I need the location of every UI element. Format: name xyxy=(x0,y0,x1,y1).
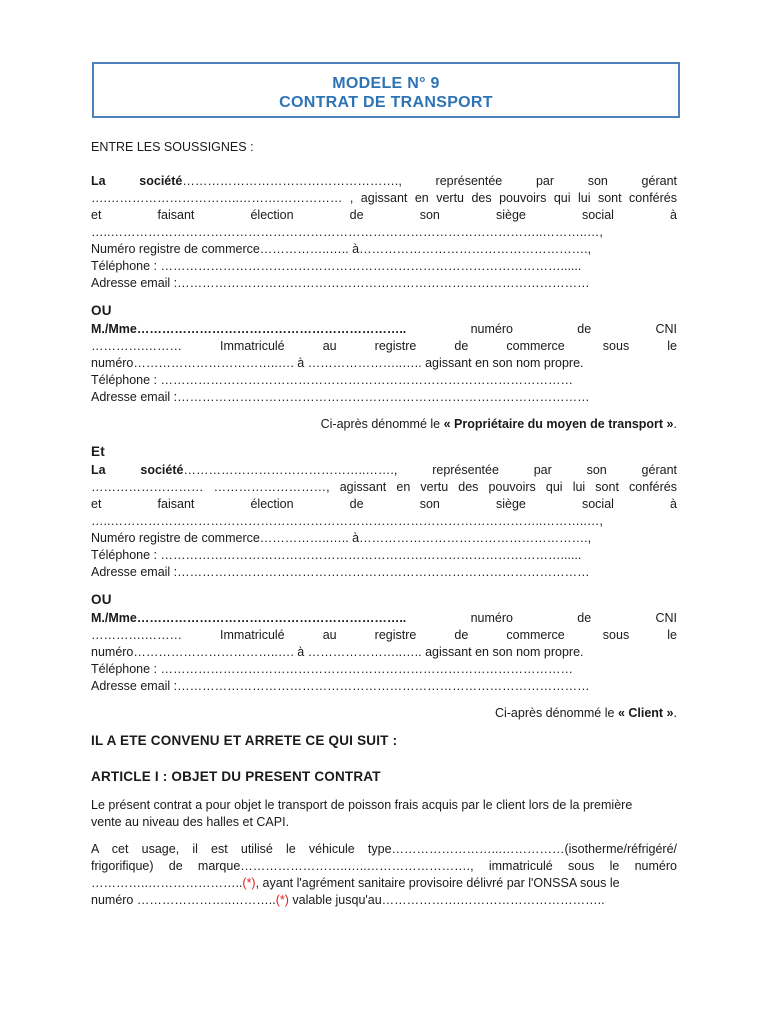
alt2-phone-line: Téléphone : ……………………………………………………………………………………… xyxy=(91,662,573,676)
alt2-registry-line: ………….……… Immatriculé au registre de commerce sous le xyxy=(91,628,677,642)
party2-powers-line: ……………………… ………………………, agissant en vertu des pouvoirs qui lui sont conférés xyxy=(91,480,677,494)
article1-p2-line3: …………..…………………..(*), ayant l'agrément sanitaire provisoire délivré par l'ONSSA sous le xyxy=(91,876,620,890)
party1-seat-line: et faisant élection de son siège social à xyxy=(91,208,677,222)
party2-and: Et xyxy=(91,444,105,459)
party2-rc-line: Numéro registre de commerce……………..….. à………………………………………………., xyxy=(91,531,592,545)
party2-company-line: La société……………………………………..……., représentée par son gérant xyxy=(91,463,677,477)
alt2-name-line: M./Mme……………………………………………………….. numéro de CNI xyxy=(91,611,677,625)
party2-address-line: …..…………………………………………………………………………………………..………..…, xyxy=(91,514,603,528)
article1-p1-line2: vente au niveau des halles et CAPI. xyxy=(91,815,290,829)
title-box xyxy=(92,62,680,118)
required-asterisk: (*) xyxy=(275,893,289,907)
party2-seat-line: et faisant élection de son siège social à xyxy=(91,497,677,511)
alt1-name-line: M./Mme……………………………………………………….. numéro de CNI xyxy=(91,322,677,336)
intro: ENTRE LES SOUSSIGNES : xyxy=(91,140,254,154)
article1-title: ARTICLE I : OBJET DU PRESENT CONTRAT xyxy=(91,769,381,784)
alt1-or: OU xyxy=(91,303,112,318)
party1-rc-line: Numéro registre de commerce……………..….. à………………………………………………., xyxy=(91,242,592,256)
party1-company-line: La société……………………………………………., représentée par son gérant xyxy=(91,174,677,188)
party1-phone-line: Téléphone : ……………………………………………………………………………………...... xyxy=(91,259,582,273)
alt1-number-line: numéro……………………………..…. à …………………..….. agissant en son nom propre. xyxy=(91,356,584,370)
article1-p1-line1: Le présent contrat a pour objet le transport de poisson frais acquis par le client lors de la première xyxy=(91,798,633,812)
alt2-or: OU xyxy=(91,592,112,607)
alt1-registry-line: ………….……… Immatriculé au registre de commerce sous le xyxy=(91,339,677,353)
client-designation: Ci-après dénommé le « Client ». xyxy=(494,706,677,720)
contract-body xyxy=(91,139,677,909)
alt1-phone-line: Téléphone : ……………………………………………………………………………………… xyxy=(91,373,573,387)
article1-p2-line1: A cet usage, il est utilisé le véhicule type……………………...……………(isotherme/réfrigéré/ xyxy=(91,842,677,856)
alt2-email-line: Adresse email :……………………………………………………………………………………… xyxy=(91,679,590,693)
party1-powers-line: ….…………………………..……….…………… , agissant en vertu des pouvoirs qui lui sont conférés xyxy=(91,191,677,205)
party2-email-line: Adresse email :……………………………………………………………………………………… xyxy=(91,565,590,579)
document-title: CONTRAT DE TRANSPORT xyxy=(279,94,493,111)
alt1-email-line: Adresse email :……………………………………………………………………………………… xyxy=(91,390,590,404)
party2-phone-line: Téléphone : ……………………………………………………………………………………...... xyxy=(91,548,582,562)
party1-email-line: Adresse email :……………………………………………………………………………………… xyxy=(91,276,590,290)
alt2-number-line: numéro……………………………..…. à …………………..….. agissant en son nom propre. xyxy=(91,645,584,659)
agreement-heading: IL A ETE CONVENU ET ARRETE CE QUI SUIT : xyxy=(91,733,398,748)
owner-designation: Ci-après dénommé le « Propriétaire du moyen de transport ». xyxy=(320,417,677,431)
required-asterisk: (*) xyxy=(242,876,256,890)
article1-p2-line4: numéro …………………..………..(*) valable jusqu'au……………….…………………………….. xyxy=(91,893,605,907)
party1-address-line: …..…………………………………………………………………………………………..………..…, xyxy=(91,225,603,239)
model-number: MODELE N° 9 xyxy=(332,75,440,92)
party1-company-label: La société xyxy=(91,174,183,188)
article1-p2-line2: frigorifique) de marque……………………..…..……………………., immatriculé sous le numéro xyxy=(91,859,677,873)
